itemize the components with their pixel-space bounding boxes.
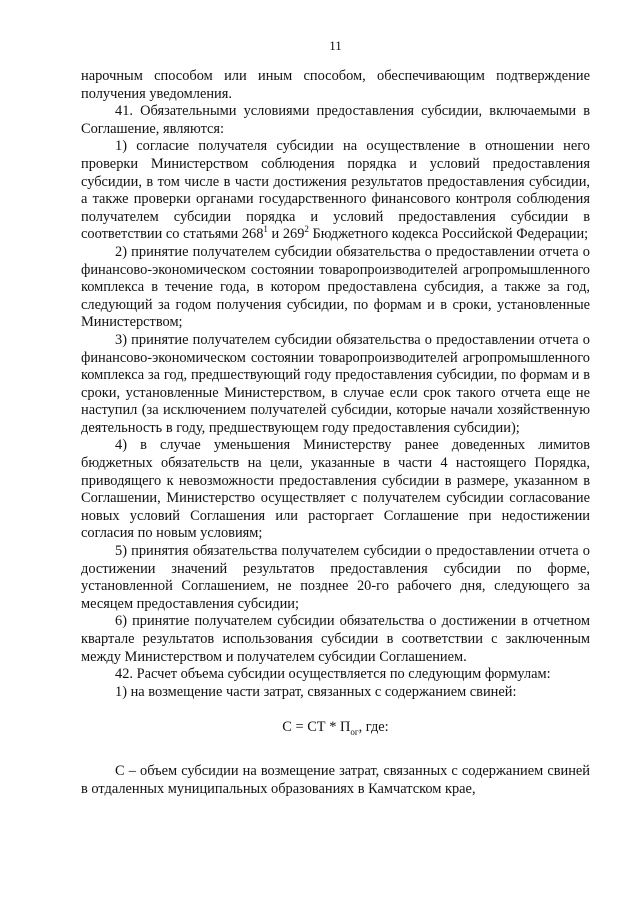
paragraph-41: 41. Обязательными условиями предоставления субсидии, включаемыми в Соглашение, являются:: [81, 103, 590, 137]
paragraph-42-item-1: 1) на возмещение части затрат, связанных с содержанием свиней:: [115, 683, 517, 700]
paragraph-41-item-1: [81, 138, 590, 244]
page-number: 11: [329, 38, 342, 53]
paragraph-41-item-2: 2) принятие получателем субсидии обязательства о предоставлении отчета о финансово-экономическом состоянии товаропроизводителей агропромышленного комплекса в течение года, в котором предоставлена субсидия, а также за год, следующий за годом получения субсидии, по формам и в сроки, установленные Министерством;: [81, 243, 590, 331]
item-1-sup2: 2: [304, 224, 309, 235]
paragraph-41-item-3: 3) принятие получателем субсидии обязательства о предоставлении отчета о финансово-экономическом состоянии товаропроизводителей агропромышленного комплекса за год, предшествующий году предоставления субсидии, по формам и в сроки, установленные Министерством, в случае если срок такого отчета еще не наступил (за исключением получателей субсидии, которые начали хозяйственную деятельность в году, предшествующем году предоставления субсидии);: [81, 331, 590, 436]
item-1-sup1: 1: [263, 224, 268, 235]
document-body: [81, 68, 590, 798]
formula-subscript: ог: [350, 727, 359, 738]
paragraph-41-item-6: 6) принятие получателем субсидии обязательства о достижении в отчетном квартале результатов использования субсидии в соответствии с заключенным между Министерством и получателем субсидии Соглашением.: [81, 613, 590, 665]
formula-suffix: , где:: [358, 719, 389, 736]
paragraph-41-item-4: 4) в случае уменьшения Министерству ранее доведенных лимитов бюджетных обязательств на цели, указанные в части 4 настоящего Порядка, приводящего к невозможности предоставления субсидии в размере, указанном в Соглашении, Министерство осуществляет с получателем субсидии согласование новых условий Соглашения или расторгает Соглашение при недостижении согласия по новым условиям;: [81, 437, 590, 542]
paragraph-42: 42. Расчет объема субсидии осуществляется по следующим формулам:: [115, 666, 551, 683]
definition-c: С – объем субсидии на возмещение затрат, связанных с содержанием свиней в отдаленных муниципальных образованиях в Камчатском крае,: [81, 762, 590, 797]
paragraph-continuation: нарочным способом или иным способом, обеспечивающим подтверждение получения уведомления.: [81, 68, 590, 102]
formula-main: С = СТ * П: [282, 719, 351, 736]
item-1-text-part3: Бюджетного кодекса Российской Федерации;: [308, 226, 589, 243]
item-1-text-part2: и 269: [267, 226, 305, 243]
item-1-text-part1: 1) согласие получателя субсидии на осуществление в отношении него проверки Министерством соблюдения порядка и условий предоставления субсидии, в том числе в части достижения результатов предоставления субсидии, а также проверки органами государственного финансового контроля соблюдения получателем субсидии порядка и условий предоставления субсидии в соответствии со статьями 268: [81, 138, 590, 243]
formula: [81, 719, 590, 737]
paragraph-41-item-5: 5) принятия обязательства получателем субсидии о предоставлении отчета о достижении значений результатов предоставления субсидии по форме, установленной Соглашением, не позднее 20-го рабочего дня, следующего за месяцем предоставления субсидии;: [81, 543, 590, 612]
